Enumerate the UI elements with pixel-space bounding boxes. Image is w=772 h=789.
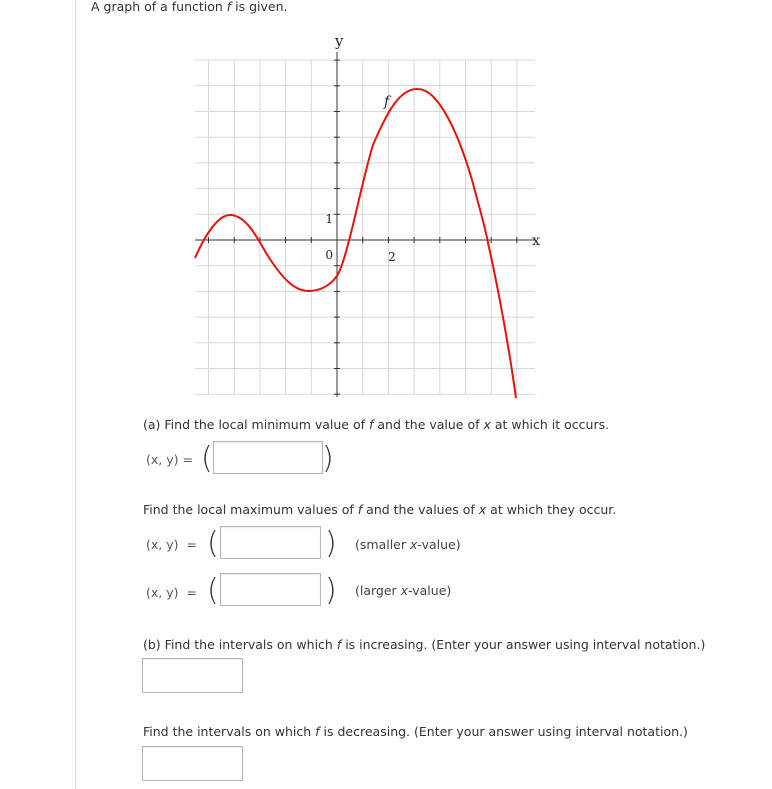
question-local-max: Find the local maximum values of f and the values of x at which they occur. xyxy=(143,502,617,517)
local-max-smaller-input[interactable] xyxy=(220,526,321,559)
hint-smaller-x: (smaller x-value) xyxy=(355,537,461,552)
xy-label-min: (x, y) = xyxy=(146,452,193,467)
tick-label-x2: 2 xyxy=(388,250,396,264)
rparen-min: ) xyxy=(322,441,334,476)
xy-label-max-larger: (x, y) = xyxy=(146,585,197,600)
rparen-max-larger: ) xyxy=(325,573,337,608)
hint-larger-x: (larger x-value) xyxy=(355,583,452,598)
curve-label: f xyxy=(384,94,390,110)
question-local-min: (a) Find the local minimum value of f and the value of x at which it occurs. xyxy=(143,417,610,432)
lparen-max-larger: ( xyxy=(207,573,219,608)
question-increasing: (b) Find the intervals on which f is increasing. (Enter your answer using interval notation.) xyxy=(143,637,706,652)
tick-label-y1: 1 xyxy=(325,212,333,226)
increasing-intervals-input[interactable] xyxy=(142,658,243,693)
curve-f xyxy=(195,89,516,398)
lparen-min: ( xyxy=(201,441,213,476)
function-graph xyxy=(190,30,540,400)
xy-label-max-smaller: (x, y) = xyxy=(146,537,197,552)
question-decreasing: Find the intervals on which f is decreasing. (Enter your answer using interval notation.) xyxy=(143,724,688,739)
rparen-max-smaller: ) xyxy=(325,526,337,561)
local-max-larger-input[interactable] xyxy=(220,573,321,606)
y-axis-label: y xyxy=(335,32,344,50)
local-min-input[interactable] xyxy=(213,441,323,474)
lparen-max-smaller: ( xyxy=(207,526,219,561)
x-axis-label: x xyxy=(532,233,540,249)
tick-label-origin: 0 xyxy=(325,248,333,262)
left-border xyxy=(75,0,76,789)
decreasing-intervals-input[interactable] xyxy=(142,746,243,781)
intro-text: A graph of a function f is given. xyxy=(91,0,288,14)
